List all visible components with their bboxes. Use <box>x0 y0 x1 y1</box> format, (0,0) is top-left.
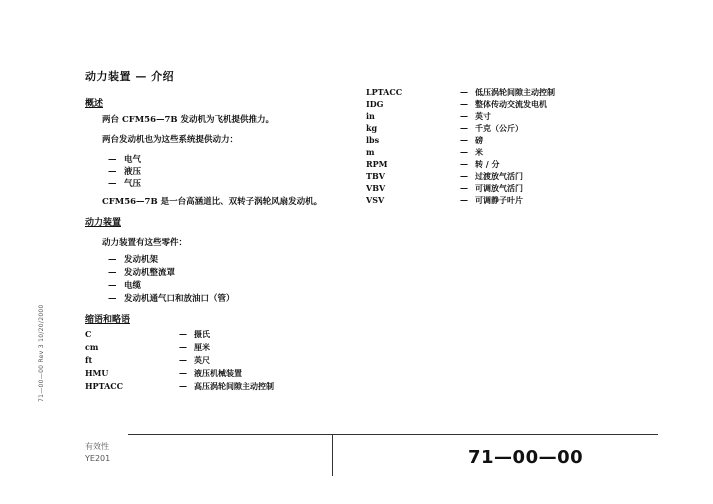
list-item-text: 电缆 <box>124 281 142 291</box>
abbrev-key: VBV <box>366 183 386 193</box>
abbrev-key: lbs <box>366 135 380 145</box>
list-item-text: 气压 <box>124 179 142 189</box>
powerplant-heading: 动力装置 <box>85 218 122 228</box>
abbrev-key: cm <box>85 342 99 352</box>
powerplant-list-item <box>108 253 158 265</box>
dash-marker: — <box>108 294 117 304</box>
dash-marker: — <box>460 87 468 97</box>
overview-list-item <box>108 165 141 177</box>
abbrev-key: VSV <box>366 195 385 205</box>
powerplant-paragraph: 动力装置有这些零件： <box>102 238 188 248</box>
abbrev-row <box>366 195 616 208</box>
dash-marker: — <box>460 99 468 109</box>
overview-paragraph-2: 两台发动机也为这些系统提供动力： <box>102 135 239 145</box>
dash-marker: — <box>179 368 187 378</box>
abbrev-row <box>85 368 315 381</box>
abbrev-value: 高压涡轮间隙主动控制 <box>194 381 274 391</box>
dash-marker: — <box>460 195 468 205</box>
abbrev-key: RPM <box>366 159 388 169</box>
abbrev-key: m <box>366 147 375 157</box>
abbrev-key: IDG <box>366 99 384 109</box>
powerplant-list-item <box>108 279 141 291</box>
dash-marker: — <box>460 123 468 133</box>
dash-marker: — <box>108 255 117 265</box>
dash-marker: — <box>179 381 187 391</box>
abbrev-value: 米 <box>475 147 483 157</box>
powerplant-list-item <box>108 266 175 278</box>
abbrev-key: HPTACC <box>85 381 124 391</box>
overview-heading: 概述 <box>85 99 104 109</box>
overview-paragraph-1: 两台 CFM56—7B 发动机为飞机提供推力。 <box>102 115 275 125</box>
abbrev-value: 可调静子叶片 <box>475 195 523 205</box>
abbrev-value: 磅 <box>475 135 483 145</box>
revision-side-text: 71—00—00 Rev 3 10/20/2000 <box>38 304 45 402</box>
abbrev-key: LPTACC <box>366 87 403 97</box>
abbrev-key: TBV <box>366 171 385 181</box>
list-item-text: 发动机整流罩 <box>124 268 176 278</box>
abbrev-key: in <box>366 111 375 121</box>
dash-marker: — <box>108 179 117 189</box>
abbrev-value: 英寸 <box>475 111 491 121</box>
dash-marker: — <box>460 183 468 193</box>
abbrev-row <box>85 381 315 394</box>
abbrev-value: 整体传动交流发电机 <box>475 99 547 109</box>
abbrev-row <box>85 329 315 342</box>
dash-marker: — <box>179 329 187 339</box>
dash-marker: — <box>460 135 468 145</box>
dash-marker: — <box>460 159 468 169</box>
abbrev-key: C <box>85 329 92 339</box>
footer-divider <box>128 434 658 435</box>
dash-marker: — <box>108 281 117 291</box>
effectivity-value: YE201 <box>85 454 111 463</box>
abbrev-value: 转 / 分 <box>475 159 500 169</box>
list-item-text: 发动机通气口和放油口（管） <box>124 294 235 304</box>
abbrev-value: 摄氏 <box>194 329 210 339</box>
abbrev-value: 英尺 <box>194 355 210 365</box>
overview-list-item <box>108 177 141 189</box>
dash-marker: — <box>179 342 187 352</box>
list-item-text: 电气 <box>124 155 142 165</box>
dash-marker: — <box>460 111 468 121</box>
overview-list-item <box>108 153 141 165</box>
abbrev-value: 厘米 <box>194 342 210 352</box>
abbrev-key: ft <box>85 355 93 365</box>
abbrev-value: 过渡放气活门 <box>475 171 523 181</box>
abbrev-key: HMU <box>85 368 109 378</box>
abbrev-row <box>85 342 315 355</box>
page-number: 71—00—00 <box>468 447 584 468</box>
abbrev-value: 千克（公斤） <box>475 123 523 133</box>
dash-marker: — <box>460 171 468 181</box>
abbrev-value: 液压机械装置 <box>194 368 242 378</box>
effectivity-block <box>85 441 110 465</box>
footer-vertical-divider <box>332 434 333 476</box>
dash-marker: — <box>108 167 117 177</box>
abbrev-heading: 缩语和略语 <box>85 315 131 325</box>
dash-marker: — <box>108 268 117 278</box>
abbrev-value: 低压涡轮间隙主动控制 <box>475 87 555 97</box>
effectivity-label: 有效性 <box>85 442 109 451</box>
dash-marker: — <box>108 155 117 165</box>
page-title: 动力装置 — 介绍 <box>85 70 175 83</box>
list-item-text: 液压 <box>124 167 142 177</box>
powerplant-list-item <box>108 292 235 304</box>
abbrev-row <box>85 355 315 368</box>
abbrev-value: 可调放气活门 <box>475 183 523 193</box>
overview-paragraph-3: CFM56—7B 是一台高涵道比、双转子涡轮风扇发动机。 <box>102 197 323 207</box>
abbrev-key: kg <box>366 123 378 133</box>
dash-marker: — <box>460 147 468 157</box>
dash-marker: — <box>179 355 187 365</box>
list-item-text: 发动机架 <box>124 255 159 265</box>
